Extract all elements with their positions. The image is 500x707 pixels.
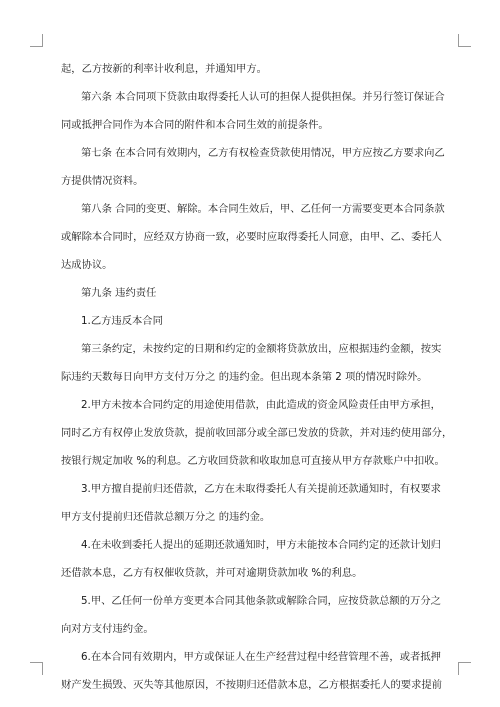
clause-5-line: 5.甲、乙任何一份单方变更本合同其他条款或解除合同，应按贷款总额的万分之 bbox=[81, 595, 441, 607]
article-6-line: 第六条 本合同项下贷款由取得委托人认可的担保人提供担保。并另行签订保证合 bbox=[81, 91, 445, 103]
corner-mark-top-right bbox=[458, 34, 471, 47]
clause-6-line: 6.在本合同有效期内，甲方或保证人在生产经营过程中经营管理不善，或者抵押 bbox=[81, 651, 441, 663]
text-line: 起，乙方按新的利率计收利息，并通知甲方。 bbox=[61, 63, 267, 75]
corner-mark-top-left bbox=[30, 34, 43, 47]
article-8-line: 或解除本合同时，应经双方协商一致，必要时应取得委托人同意，由甲、乙、委托人 bbox=[61, 231, 442, 243]
clause-1-heading: 1.乙方违反本合同 bbox=[81, 315, 163, 327]
clause-2-line: 2.甲方未按本合同约定的用途使用借款，由此造成的资金风险责任由甲方承担， bbox=[81, 399, 441, 411]
article-7-line: 第七条 在本合同有效期内，乙方有权检查贷款使用情况，甲方应按乙方要求向乙 bbox=[81, 147, 445, 159]
corner-mark-bottom-left bbox=[30, 662, 43, 675]
corner-mark-bottom-right bbox=[458, 662, 471, 675]
clause-3-line: 甲方支付提前归还借款总额万分之 的违约金。 bbox=[61, 511, 271, 523]
article-6-line: 同或抵押合同作为本合同的附件和本合同生效的前提条件。 bbox=[61, 119, 329, 131]
clause-1-line: 第三条约定，未按约定的日期和约定的金额将贷款放出，应根据违约金额，按实 bbox=[81, 343, 442, 355]
document-body bbox=[61, 62, 453, 693]
article-8-line: 达成协议。 bbox=[61, 259, 113, 271]
clause-4-line: 还借款本息，乙方有权催收贷款，并可对逾期贷款加收 %的利息。 bbox=[61, 567, 363, 579]
clause-5-line: 向对方支付违约金。 bbox=[61, 623, 154, 635]
clause-2-line: 按银行规定加收 %的利息。乙方收回贷款和收取加息可直接从甲方存款账户中扣收。 bbox=[61, 455, 445, 467]
clause-2-line: 同时乙方有权停止发放贷款，提前收回部分或全部已发放的贷款，并对违约使用部分， bbox=[61, 427, 453, 439]
clause-4-line: 4.在未收到委托人提出的延期还款通知时，甲方未能按本合同约定的还款计划归 bbox=[81, 539, 441, 551]
article-8-line: 第八条 合同的变更、解除。本合同生效后，甲、乙任何一方需要变更本合同条款 bbox=[81, 203, 445, 215]
article-7-line: 方提供情况资料。 bbox=[61, 175, 144, 187]
clause-6-line: 财产发生损毁、灭失等其他原因，不按期归还借款本息，乙方根据委托人的要求提前 bbox=[61, 679, 442, 691]
article-9-heading: 第九条 违约责任 bbox=[81, 287, 157, 299]
clause-3-line: 3.甲方擅自提前归还借款，乙方在未取得委托人有关提前还款通知时，有权要求 bbox=[81, 483, 441, 495]
clause-1-line: 际违约天数每日向甲方支付万分之 的违约金。但出现本条第 2 项的情况时除外。 bbox=[61, 371, 428, 383]
